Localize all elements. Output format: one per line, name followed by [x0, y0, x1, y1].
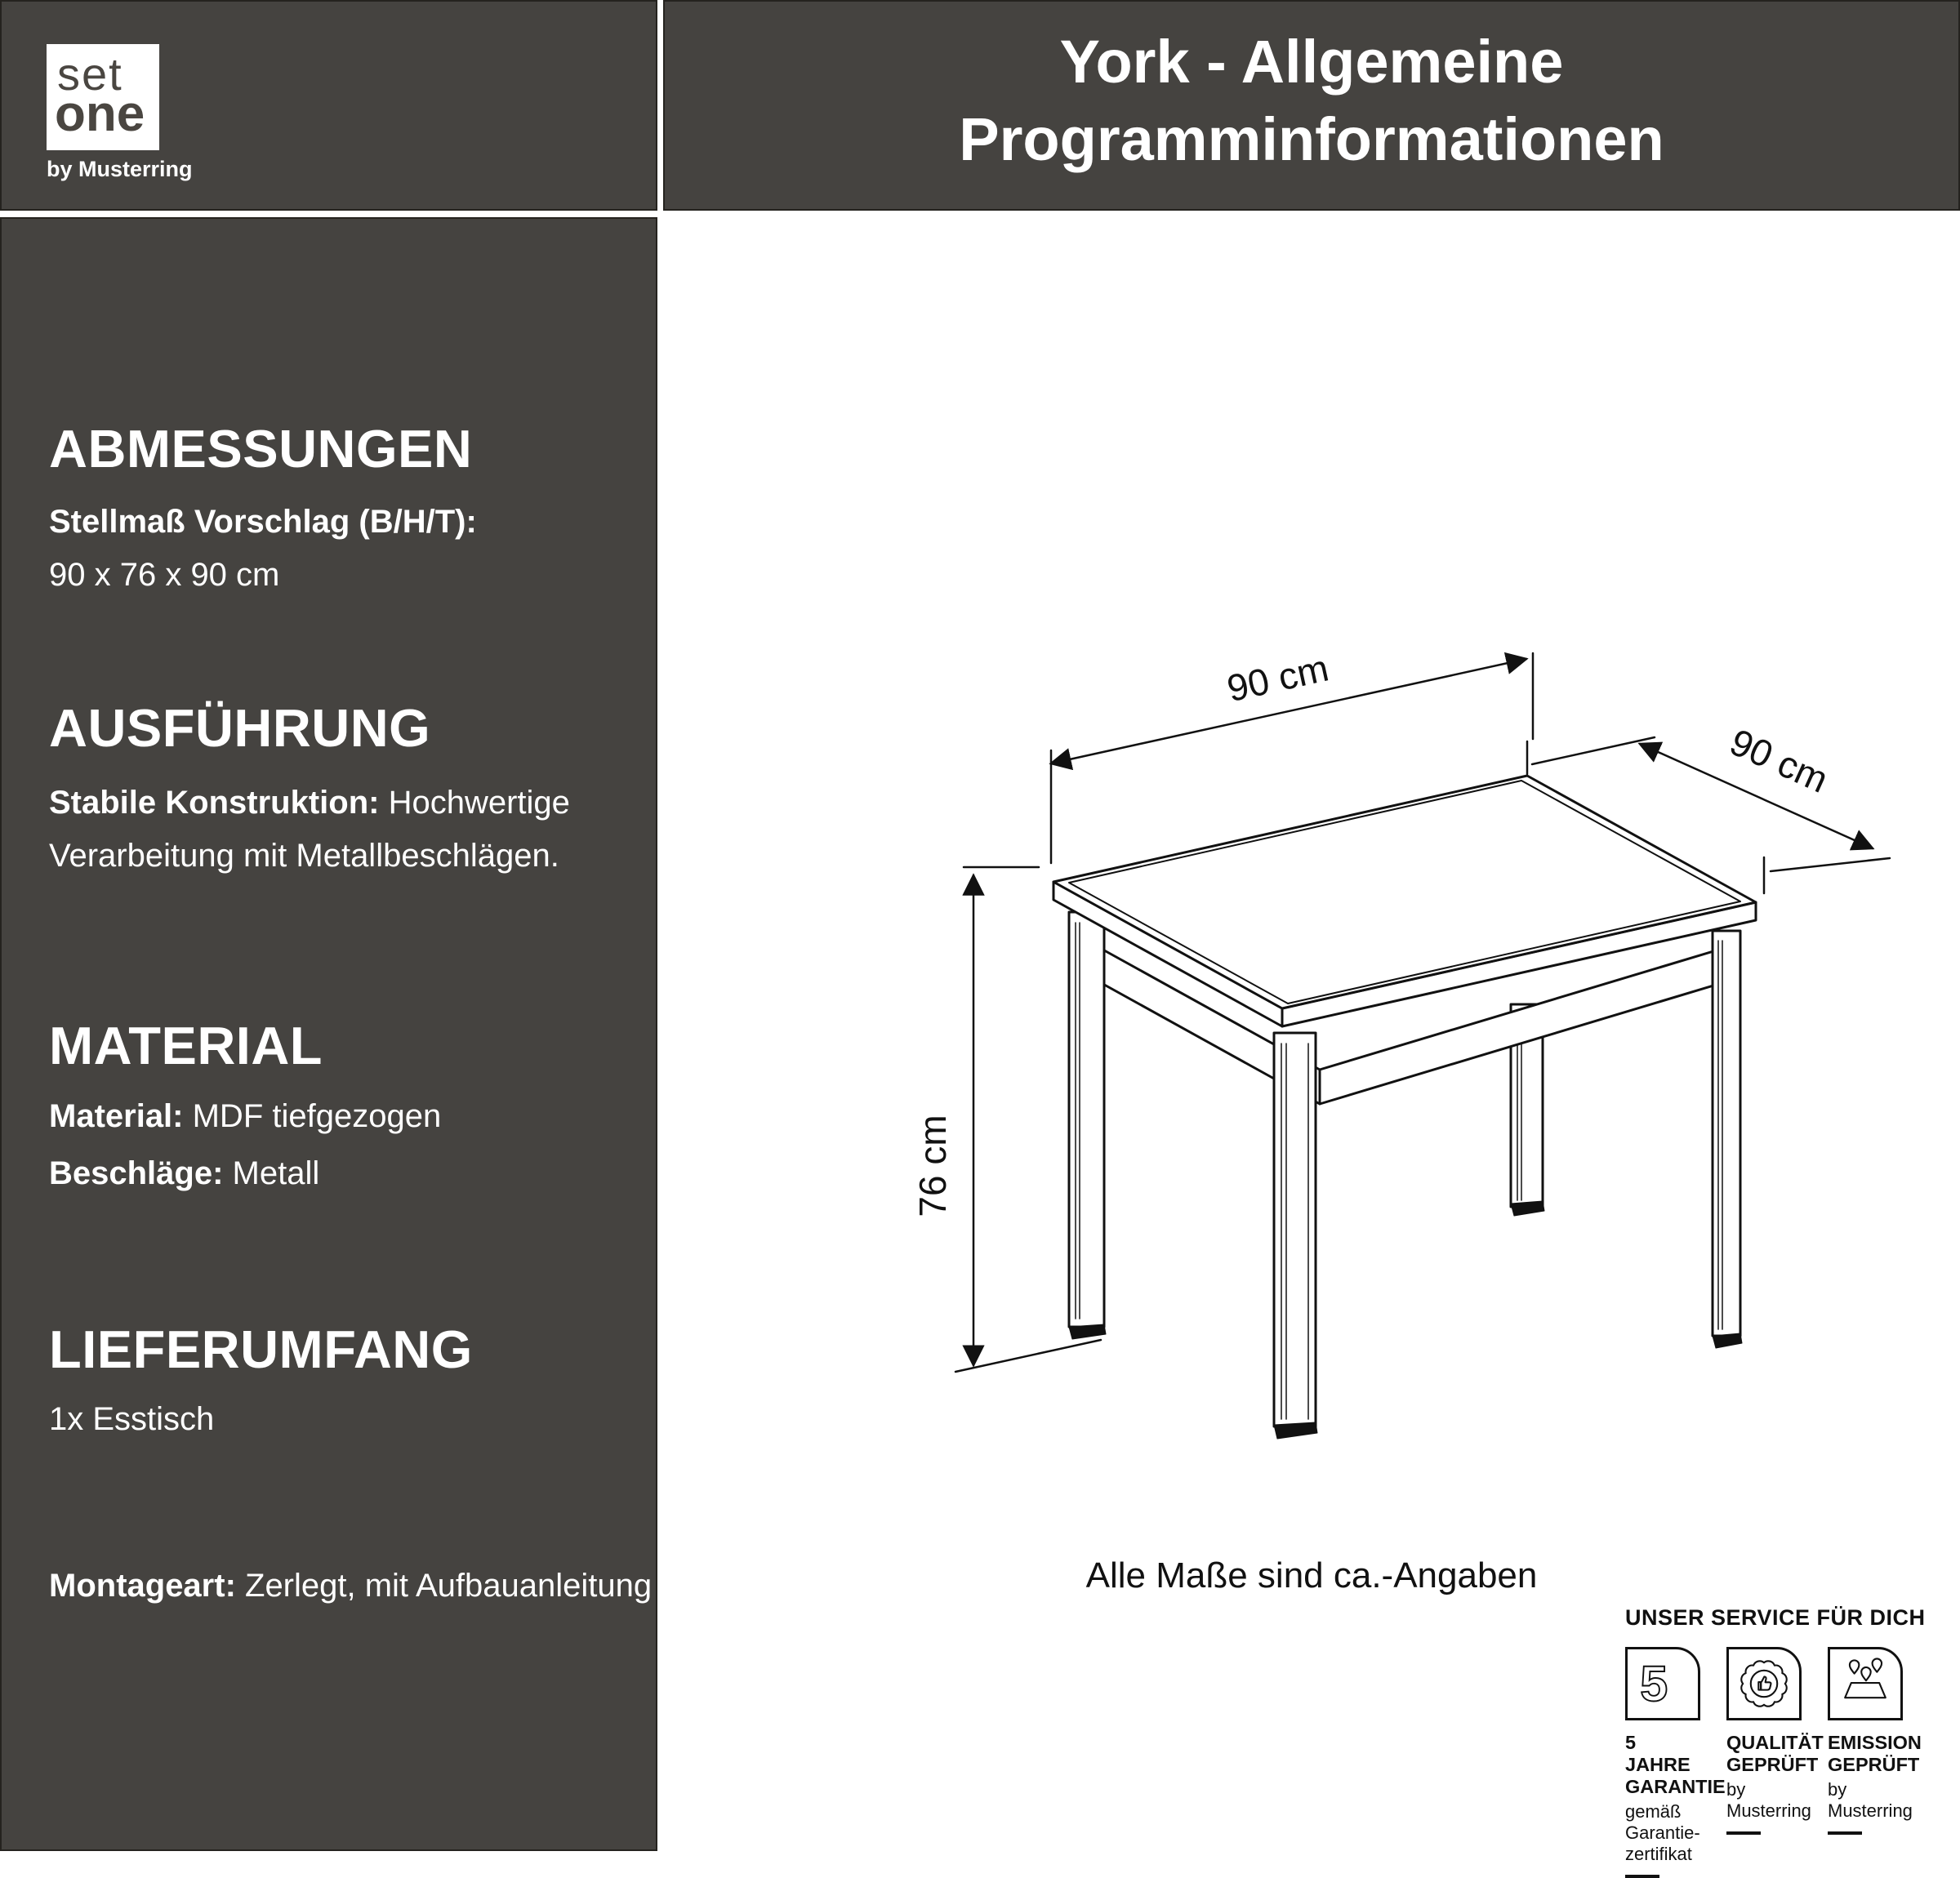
- quality-seal-icon: [1726, 1647, 1802, 1720]
- dim-depth-label: 90 cm: [1723, 720, 1835, 801]
- section-lieferumfang: [49, 1319, 645, 1446]
- badge-sublabel: by Musterring: [1726, 1779, 1811, 1821]
- five-years-icon: [1625, 1647, 1700, 1720]
- badge-underline: [1726, 1831, 1761, 1835]
- brand-block: [0, 0, 657, 211]
- service-heading: UNSER SERVICE FÜR DICH: [1625, 1605, 1926, 1630]
- section-heading: MATERIAL: [49, 1016, 323, 1075]
- section-body: Material: MDF tiefgezogen Beschläge: Metall: [49, 1098, 442, 1191]
- table-back-left-leg: [1069, 912, 1106, 1339]
- badge-label: EMISSION GEPRÜFT: [1828, 1732, 1922, 1775]
- dim-height-label: 76 cm: [911, 1115, 954, 1217]
- section-ausfuehrung: [49, 697, 645, 883]
- section-heading: LIEFERUMFANG: [49, 1319, 473, 1379]
- measurements-note: Alle Maße sind ca.-Angaben: [1085, 1555, 1538, 1595]
- badge-quality: [1726, 1647, 1824, 1878]
- table-front-leg: [1274, 1033, 1317, 1439]
- badge-guarantee: [1625, 1647, 1726, 1878]
- title-line-1: York - Allgemeine: [1059, 28, 1564, 96]
- section-abmessungen: [49, 418, 645, 602]
- section-heading: ABMESSUNGEN: [49, 419, 473, 478]
- logo-word-one: one: [55, 86, 145, 142]
- spec-sidebar: [0, 217, 657, 1851]
- service-badges: [1625, 1647, 1952, 1878]
- badge-underline: [1828, 1831, 1862, 1835]
- logo-byline: by Musterring: [47, 157, 193, 181]
- badge-emission: [1828, 1647, 1922, 1878]
- badge-underline: [1625, 1875, 1659, 1878]
- badge-sublabel: gemäß Garantie- zertifikat: [1625, 1801, 1700, 1864]
- table-right-leg: [1713, 931, 1742, 1348]
- emission-icon: [1828, 1647, 1903, 1720]
- setone-logo: [47, 44, 159, 150]
- badge-sublabel: by Musterring: [1828, 1779, 1913, 1821]
- section-heading: AUSFÜHRUNG: [49, 698, 431, 758]
- montageart-row: Montageart: Zerlegt, mit Aufbauanleitung: [49, 1568, 653, 1604]
- badge-label: 5 JAHRE GARANTIE: [1625, 1732, 1726, 1797]
- table-technical-drawing: [911, 621, 1960, 1568]
- section-material: [49, 1015, 645, 1202]
- dim-width-label: 90 cm: [1223, 646, 1333, 710]
- section-body: 1x Esstisch: [49, 1401, 215, 1437]
- section-body: Stabile Konstruktion: Hochwertige Verarbeitung mit Metallbeschlägen.: [49, 785, 570, 874]
- service-block: [1625, 1605, 1952, 1878]
- section-body: Stellmaß Vorschlag (B/H/T): 90 x 76 x 90 cm: [49, 504, 477, 593]
- logo-word-set: set: [57, 48, 123, 100]
- svg-text:5: 5: [1640, 1656, 1668, 1711]
- badge-label: QUALITÄT GEPRÜFT: [1726, 1732, 1824, 1775]
- title-line-2: Programminformationen: [959, 105, 1664, 173]
- page-title: [663, 0, 1960, 211]
